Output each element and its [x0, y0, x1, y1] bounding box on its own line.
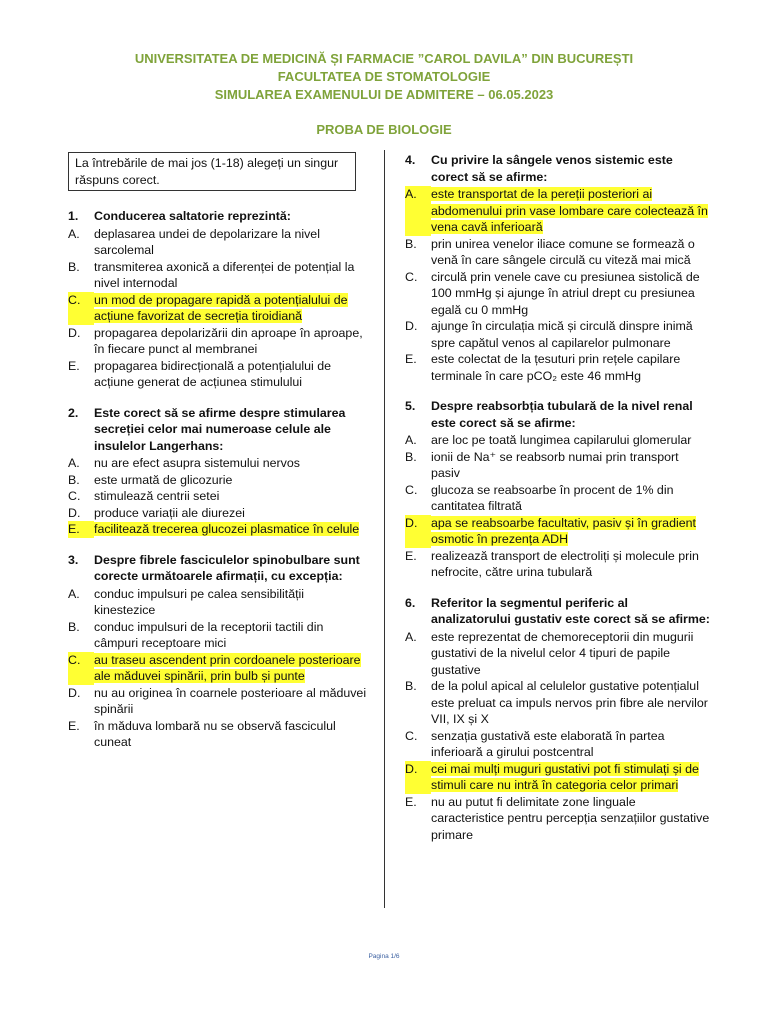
answer-option [405, 761, 710, 794]
question-number: 5. [405, 399, 416, 413]
question-text: Conducerea saltatorie reprezintă: [94, 209, 291, 223]
correct-answer-text: cei mai mulți muguri gustativi pot fi stimulați și de stimuli care nu intră în categoria celor primari [431, 761, 699, 792]
option-text: are loc pe toată lungimea capilarului glomerular [431, 433, 692, 447]
option-letter: E. [405, 352, 417, 366]
option-letter: A. [68, 226, 80, 241]
option-letter: D. [405, 515, 431, 548]
answer-option [68, 619, 368, 652]
option-letter: B. [68, 259, 80, 274]
question-2 [68, 405, 368, 538]
option-letter: E. [405, 794, 417, 809]
option-letter: D. [405, 319, 418, 333]
answer-option [68, 488, 368, 505]
question-title [405, 595, 710, 628]
correct-answer-text: un mod de propagare rapidă a potențialului de acțiune favorizat de secreția tiroidiană [94, 292, 348, 323]
option-letter: C. [68, 489, 81, 503]
question-text: Este corect să se afirme despre stimularea secreției celor mai numeroase celule ale insulelor Langerhans: [94, 405, 346, 453]
question-number: 6. [405, 595, 416, 610]
option-text: nu au originea în coarnele posterioare al măduvei spinării [94, 685, 367, 716]
page-number: Pagina 1/6 [368, 953, 400, 960]
option-letter: A. [68, 456, 80, 470]
option-text: este colectat de la țesuturi prin rețele capilare terminale în care pCO₂ este 46 mmHg [431, 352, 681, 383]
option-letter: D. [68, 325, 81, 340]
answer-option [405, 186, 710, 236]
answer-option [68, 652, 368, 685]
option-letter: A. [405, 186, 431, 236]
option-letter: C. [68, 292, 94, 325]
answer-option [68, 718, 368, 751]
question-5 [405, 398, 710, 581]
option-letter: D. [68, 685, 81, 700]
instructions-box: La întrebările de mai jos (1-18) alegeți un singur răspuns corect. [68, 152, 356, 191]
answer-option [68, 226, 368, 259]
option-text: conduc impulsuri de la receptorii tactili din câmpuri receptoare mici [94, 619, 324, 650]
answer-option [68, 685, 368, 718]
option-letter: B. [68, 472, 80, 487]
exam-title: SIMULAREA EXAMENULUI DE ADMITERE – 06.05.2023 [214, 87, 554, 102]
option-letter: B. [405, 449, 417, 464]
option-letter: C. [405, 728, 418, 743]
answer-option [405, 269, 710, 319]
answer-option [68, 505, 368, 522]
answer-option [405, 236, 710, 269]
left-column [68, 152, 368, 765]
answer-option [405, 728, 710, 761]
option-text: în măduva lombară nu se observă fasciculul cuneat [94, 718, 336, 749]
option-letter: A. [68, 586, 80, 601]
question-number: 2. [68, 405, 79, 420]
option-text: glucoza se reabsoarbe în procent de 1% din cantitatea filtrată [431, 482, 674, 513]
question-text: Despre reabsorbția tubulară de la nivel renal este corect să se afirme: [431, 399, 693, 430]
option-letter: B. [405, 236, 417, 251]
answer-option [68, 325, 368, 358]
option-text: de la polul apical al celulelor gustative potențialul este preluat ca impuls nervos prin fibre ale nervilor VII, IX și X [431, 679, 708, 726]
column-divider [384, 150, 385, 908]
answer-option [68, 292, 368, 325]
answer-option [68, 472, 368, 489]
option-letter: B. [68, 619, 80, 634]
question-number: 4. [405, 153, 416, 167]
question-title [68, 552, 368, 585]
correct-answer-text: facilitează trecerea glucozei plasmatice în celule [94, 522, 360, 536]
question-3 [68, 552, 368, 751]
option-text: ionii de Na⁺ se reabsorb numai prin transport pasiv [431, 449, 679, 480]
question-text: Cu privire la sângele venos sistemic este corect să se afirme: [431, 153, 673, 184]
question-1 [68, 208, 368, 391]
option-text: nu are efect asupra sistemului nervos [94, 456, 300, 470]
option-letter: A. [405, 629, 417, 644]
option-letter: C. [405, 482, 418, 497]
option-text: produce variații ale diurezei [94, 505, 245, 520]
answer-option [405, 629, 710, 679]
question-6 [405, 595, 710, 844]
option-text: circulă prin venele cave cu presiunea sistolică de 100 mmHg și ajunge în atriul drept cu presiunea egală cu 0 mmHg [431, 269, 700, 317]
option-text: prin unirea venelor iliace comune se formează o venă în care sângele circulă cu viteză mai mică [431, 236, 695, 267]
answer-option [68, 259, 368, 292]
option-text: este urmată de glicozurie [94, 472, 233, 487]
option-text: nu au putut fi delimitate zone linguale caracteristice pentru percepția senzațiilor gustative primare [431, 794, 710, 842]
answer-option [68, 521, 368, 538]
question-4 [405, 152, 710, 384]
answer-option [68, 358, 368, 391]
faculty-title: FACULTATEA DE STOMATOLOGIE [277, 69, 491, 84]
option-text: senzația gustativă este elaborată în partea inferioară a girului postcentral [431, 728, 665, 759]
question-number: 1. [68, 209, 79, 223]
question-text: Despre fibrele fasciculelor spinobulbare sunt corecte următoarele afirmații, cu excepția: [94, 552, 360, 583]
correct-answer-text: este transportat de la pereții posteriori ai abdomenului prin vase lombare care colectează în vena cavă inferioară [431, 187, 708, 234]
option-text: transmiterea axonică a diferenței de potențial la nivel internodal [94, 259, 355, 290]
option-text: realizează transport de electroliți și molecule prin nefrocite, către urina tubulară [431, 548, 699, 579]
answer-option [405, 318, 710, 351]
option-letter: C. [68, 652, 94, 685]
answer-option [405, 515, 710, 548]
answer-option [405, 482, 710, 515]
option-text: este reprezentat de chemoreceptorii din mugurii gustativi de la nivelul celor 4 tipuri de papile gustative [431, 629, 694, 677]
right-column [405, 152, 710, 857]
option-letter: D. [68, 505, 81, 520]
option-letter: E. [68, 358, 80, 373]
option-letter: D. [405, 761, 431, 794]
option-letter: E. [405, 548, 417, 563]
university-title: UNIVERSITATEA DE MEDICINĂ ȘI FARMACIE ”CAROL DAVILA” DIN BUCUREȘTI [134, 51, 634, 66]
section-title: PROBA DE BIOLOGIE [316, 122, 452, 137]
option-text: stimulează centrii setei [94, 489, 220, 503]
option-text: propagarea bidirecțională a potențialului de acțiune generat de acțiunea stimulului [94, 358, 331, 389]
correct-answer-text: apa se reabsoarbe facultativ, pasiv și în gradient osmotic în prezența ADH [431, 515, 696, 546]
option-text: ajunge în circulația mică și circulă dinspre inimă spre capătul venos al capilarelor pulmonare [431, 319, 693, 350]
correct-answer-text: au traseu ascendent prin cordoanele posterioare ale măduvei spinării, prin bulb și punte [94, 652, 361, 683]
answer-option [405, 678, 710, 728]
question-number: 3. [68, 552, 79, 567]
question-title [68, 208, 368, 225]
option-letter: E. [68, 718, 80, 733]
question-title [68, 405, 368, 455]
answer-option [405, 794, 710, 844]
answer-option [405, 548, 710, 581]
answer-option [68, 455, 368, 472]
answer-option [405, 449, 710, 482]
option-letter: A. [405, 433, 417, 447]
question-title [405, 398, 710, 431]
question-title [405, 152, 710, 185]
question-text: Referitor la segmentul periferic al analizatorului gustativ este corect să se afirme: [431, 595, 710, 626]
option-text: propagarea depolarizării din aproape în aproape, în fiecare punct al membranei [94, 325, 363, 356]
option-letter: E. [68, 521, 94, 538]
option-text: conduc impulsuri pe calea sensibilității kinestezice [94, 586, 305, 617]
answer-option [405, 351, 710, 384]
option-letter: B. [405, 679, 417, 693]
option-letter: C. [405, 269, 418, 284]
answer-option [68, 586, 368, 619]
option-text: deplasarea undei de depolarizare la nivel sarcolemal [94, 226, 320, 257]
answer-option [405, 432, 710, 449]
